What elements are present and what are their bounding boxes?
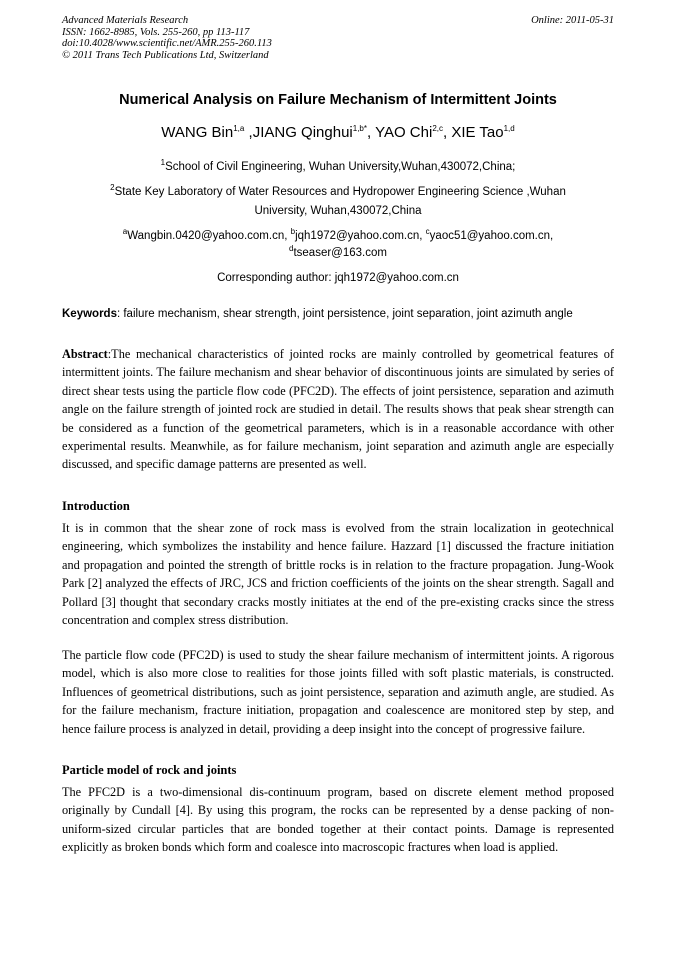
keywords-text: : failure mechanism, shear strength, joint persistence, joint separation, joint azimuth angle: [116, 308, 573, 320]
abstract: [62, 345, 614, 474]
keywords: [62, 306, 614, 324]
email-d: tseaser@163.com: [293, 247, 387, 259]
issn-line: ISSN: 1662-8985, Vols. 255-260, pp 113-117: [62, 26, 250, 38]
journal-header: [62, 15, 614, 61]
affiliation-text: State Key Laboratory of Water Resources and Hydropower Engineering Science ,Wuhan: [114, 186, 566, 198]
model-paragraph-1: The PFC2D is a two-dimensional dis-continuum program, based on discrete element method proposed originally by Cundall [4]. By using this program, the rocks can be represented by a dense packing of non-uniform-sized circular particles that are bonded together at their contact points. Damage is represented explicitly as broken bonds which form and coalesce into macroscopic fractures when load is applied.: [62, 785, 614, 855]
section-heading: Introduction: [62, 499, 130, 513]
email-block: [70, 228, 606, 262]
email-b: jqh1972@yahoo.com.cn,: [295, 230, 426, 242]
affiliation-sup: 1: [160, 158, 166, 168]
author-sep: ,: [244, 124, 253, 141]
intro-paragraph-2: The particle flow code (PFC2D) is used to study the shear failure mechanism of intermittent joints. A rigorous model, which is also more close to realities for those joints filled with soft plastic materials, is constructed. Influences of geometrical distributions, such as joint persistence, separation and azimuth angle, are studied. As for the failure mechanism, fracture initiation, propagation and coalescence are monitored step by step, and hence failure process is analyzed in detail, providing a deep insight into the concept of progressive failure.: [62, 648, 614, 736]
corresponding-author: Corresponding author: jqh1972@yahoo.com.cn: [217, 272, 459, 284]
paper-title: Numerical Analysis on Failure Mechanism of Intermittent Joints: [119, 92, 557, 108]
author-sep: ,: [366, 124, 376, 141]
journal-name: Advanced Materials Research: [62, 15, 189, 26]
copyright-line: © 2011 Trans Tech Publications Ltd, Switzerland: [62, 49, 269, 61]
affiliation-2: [70, 183, 606, 220]
author-sup: 1,a: [233, 124, 245, 133]
affiliation-text: School of Civil Engineering, Wuhan University,Wuhan,430072,China;: [165, 161, 516, 173]
email-sup: b: [290, 227, 296, 237]
email-sup: d: [289, 244, 294, 254]
email-sup: c: [425, 227, 430, 237]
keywords-label: Keywords: [62, 308, 117, 320]
author-name: JIANG Qinghui: [252, 124, 353, 141]
author-sep: ,: [442, 124, 452, 141]
abstract-text: :The mechanical characteristics of jointed rocks are mainly controlled by geometrical features of intermittent joints. The failure mechanism and shear behavior of discontinuous joints are simulated by series of direct shear tests using the particle flow code (PFC2D). The effects of joint persistence, separation and azimuth angle on the failure strength of jointed rock are studied in detail. The results shows that peak shear strength can be considered as a function of the geometrical parameters, which is in a reasonable accordance with other experimental results. Meanwhile, as for failure mechanism, joint separation and azimuth angle are especially discussed, and specific damage patterns are presented as well.: [62, 347, 614, 472]
affiliation-sup: 2: [110, 183, 115, 193]
author-list: [62, 124, 614, 141]
author-name: XIE Tao: [451, 124, 504, 141]
author-name: YAO Chi: [375, 124, 433, 141]
online-date: Online: 2011-05-31: [531, 15, 614, 26]
doi-line: doi:10.4028/www.scientific.net/AMR.255-260.113: [62, 38, 272, 49]
affiliation-1: [70, 158, 606, 177]
abstract-label: Abstract: [62, 347, 108, 361]
intro-paragraph-1: It is in common that the shear zone of rock mass is evolved from the strain localization in geotechnical engineering, which symbolizes the instability and hence failure. Hazzard [1] discussed the fracture initiation and propagation and pointed the strength of brittle rocks is in relation to the fracture propagation. Jung-Wook Park [2] analyzed the effects of JRC, JCS and friction coefficients of the joints on the shear strength. Sagall and Pollard [3] thought that secondary cracks mostly initiates at the end of the pre-existing cracks since the stress concentration and complex stress distribution.: [62, 521, 614, 628]
author-sup: 1,b*: [352, 124, 367, 133]
email-sup: a: [122, 227, 128, 237]
email-a: Wangbin.0420@yahoo.com.cn,: [127, 230, 291, 242]
email-c: yaoc51@yahoo.com.cn,: [429, 230, 554, 242]
affiliation-text: University, Wuhan,430072,China: [254, 204, 422, 217]
section-heading: Particle model of rock and joints: [62, 763, 237, 777]
author-sup: 1,d: [503, 124, 515, 133]
author-sup: 2,c: [432, 124, 443, 133]
author-name: WANG Bin: [161, 124, 234, 141]
